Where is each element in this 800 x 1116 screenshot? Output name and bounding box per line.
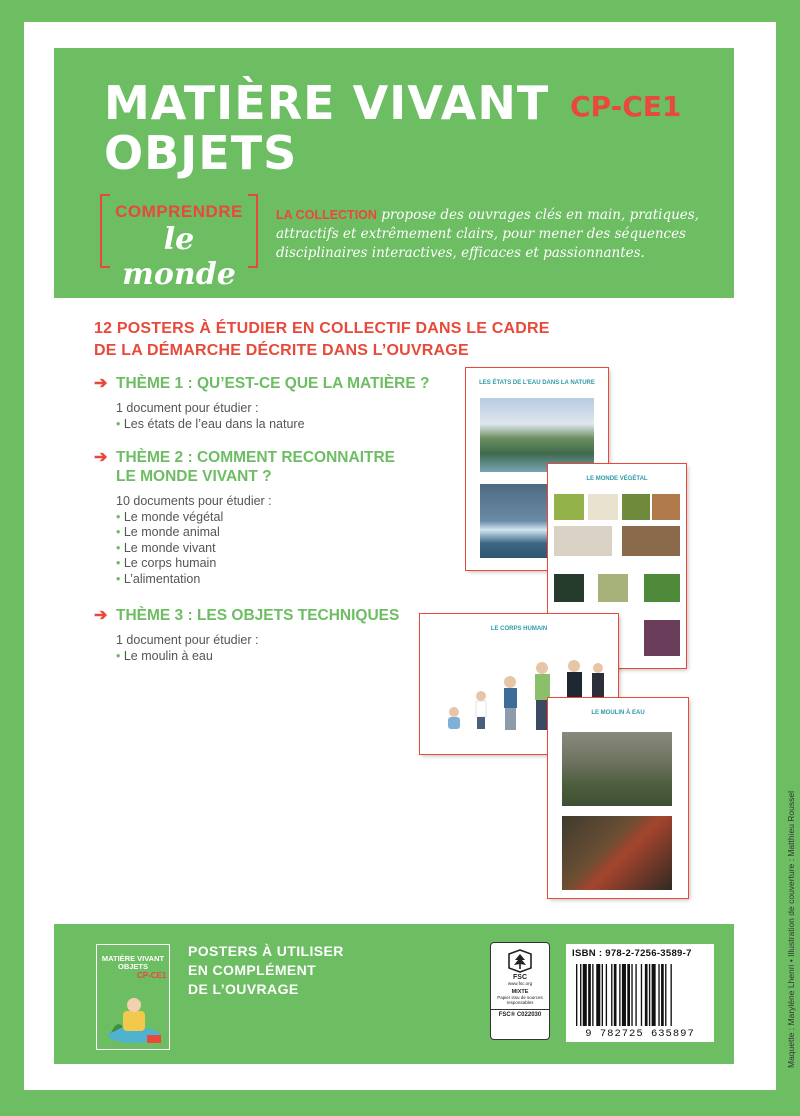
credits: Maquette : Marylène Lhenri • Illustration de couverture : Matthieu Roussel xyxy=(786,790,796,1068)
theme-intro: 1 document pour étudier : xyxy=(116,633,259,647)
poster-moulin-eau xyxy=(548,698,688,898)
plant-photo xyxy=(622,494,650,520)
subtitle-line1: 12 POSTERS À ÉTUDIER EN COLLECTIF DANS LE CADRE xyxy=(94,320,550,337)
theme-3 xyxy=(94,606,454,664)
theme-title: ➔ THÈME 3 : LES OBJETS TECHNIQUES xyxy=(94,607,400,624)
arrow-right-icon: ➔ xyxy=(94,449,108,466)
posters-subtitle xyxy=(94,318,574,362)
list-item: • L’alimentation xyxy=(116,572,454,588)
list-item: • Le monde vivant xyxy=(116,541,454,557)
collection-name-line2: le monde xyxy=(122,222,236,292)
list-item: • Le moulin à eau xyxy=(116,649,454,665)
mill-photo xyxy=(562,732,672,806)
book-title-line2: OBJETS xyxy=(104,126,298,180)
header-panel xyxy=(54,48,734,298)
cover-illustration-icon xyxy=(103,985,165,1047)
theme-intro: 1 document pour étudier : xyxy=(116,401,259,415)
water-wheel-photo xyxy=(562,816,672,890)
isbn-text: ISBN : 978-2-7256-3589-7 xyxy=(572,948,692,959)
barcode xyxy=(574,964,706,1028)
plant-photo xyxy=(598,574,628,602)
level-badge: CP-CE1 xyxy=(570,90,682,123)
plant-photo xyxy=(588,494,618,520)
book-cover-thumbnail xyxy=(96,944,170,1050)
fsc-tree-icon xyxy=(505,948,535,974)
plant-photo xyxy=(554,494,584,520)
theme-list xyxy=(116,510,454,588)
back-cover xyxy=(24,22,776,1090)
arrow-right-icon: ➔ xyxy=(94,607,108,624)
plant-photo xyxy=(554,574,584,602)
theme-intro: 10 documents pour étudier : xyxy=(116,494,272,508)
list-item: • Le corps humain xyxy=(116,556,454,572)
footer-panel xyxy=(54,924,734,1064)
theme-2 xyxy=(94,448,454,587)
thumb-title: MATIÈRE VIVANT OBJETS xyxy=(101,954,165,971)
poster-title: LE MONDE VÉGÉTAL xyxy=(586,476,648,482)
list-item: • Les états de l’eau dans la nature xyxy=(116,417,454,433)
collection-name-line1: COMPRENDRE xyxy=(115,202,243,221)
theme-list xyxy=(116,649,454,665)
theme-1 xyxy=(94,374,454,432)
thumb-level: CP-CE1 xyxy=(137,971,167,980)
list-item: • Le monde végétal xyxy=(116,510,454,526)
theme-title: ➔ THÈME 2 : COMMENT RECONNAITRE LE MONDE VIVANT ? xyxy=(94,449,395,485)
subtitle-line2: DE LA DÉMARCHE DÉCRITE DANS L’OUVRAGE xyxy=(94,342,469,359)
plant-photo xyxy=(644,620,680,656)
theme-list xyxy=(116,417,454,433)
collection-logo xyxy=(100,194,258,292)
lake-photo xyxy=(480,398,594,472)
poster-title: LES ÉTATS DE L’EAU DANS LA NATURE xyxy=(479,380,595,386)
poster-title: LE CORPS HUMAIN xyxy=(490,626,548,632)
footer-message: POSTERS À UTILISER EN COMPLÉMENT DE L’OUVRAGE xyxy=(188,943,344,997)
arrow-right-icon: ➔ xyxy=(94,375,108,392)
plant-photo xyxy=(644,574,680,602)
list-item: • Le monde animal xyxy=(116,525,454,541)
poster-title: LE MOULIN À EAU xyxy=(591,710,645,716)
collection-tagline xyxy=(276,206,716,263)
book-title-line1: MATIÈRE VIVANT xyxy=(104,76,550,130)
fsc-label: FSC www.fsc.org MIXTE Papier issu de sources responsables FSC® C022030 xyxy=(490,942,550,1040)
plant-photo xyxy=(622,526,680,556)
theme-title: ➔ THÈME 1 : QU’EST-CE QUE LA MATIÈRE ? xyxy=(94,375,430,392)
plant-photo xyxy=(554,526,612,556)
isbn-digits: 9 782725 635897 xyxy=(585,1028,695,1040)
plant-photo xyxy=(652,494,680,520)
isbn-block xyxy=(566,944,714,1042)
tagline-highlight: LA COLLECTION xyxy=(276,208,377,222)
tagline-text: propose des ouvrages clés en main, pratiques, attractifs et extrêmement clairs, pour mener des séquences disciplinaires interactives, efficaces et passionnantes. xyxy=(276,207,700,261)
